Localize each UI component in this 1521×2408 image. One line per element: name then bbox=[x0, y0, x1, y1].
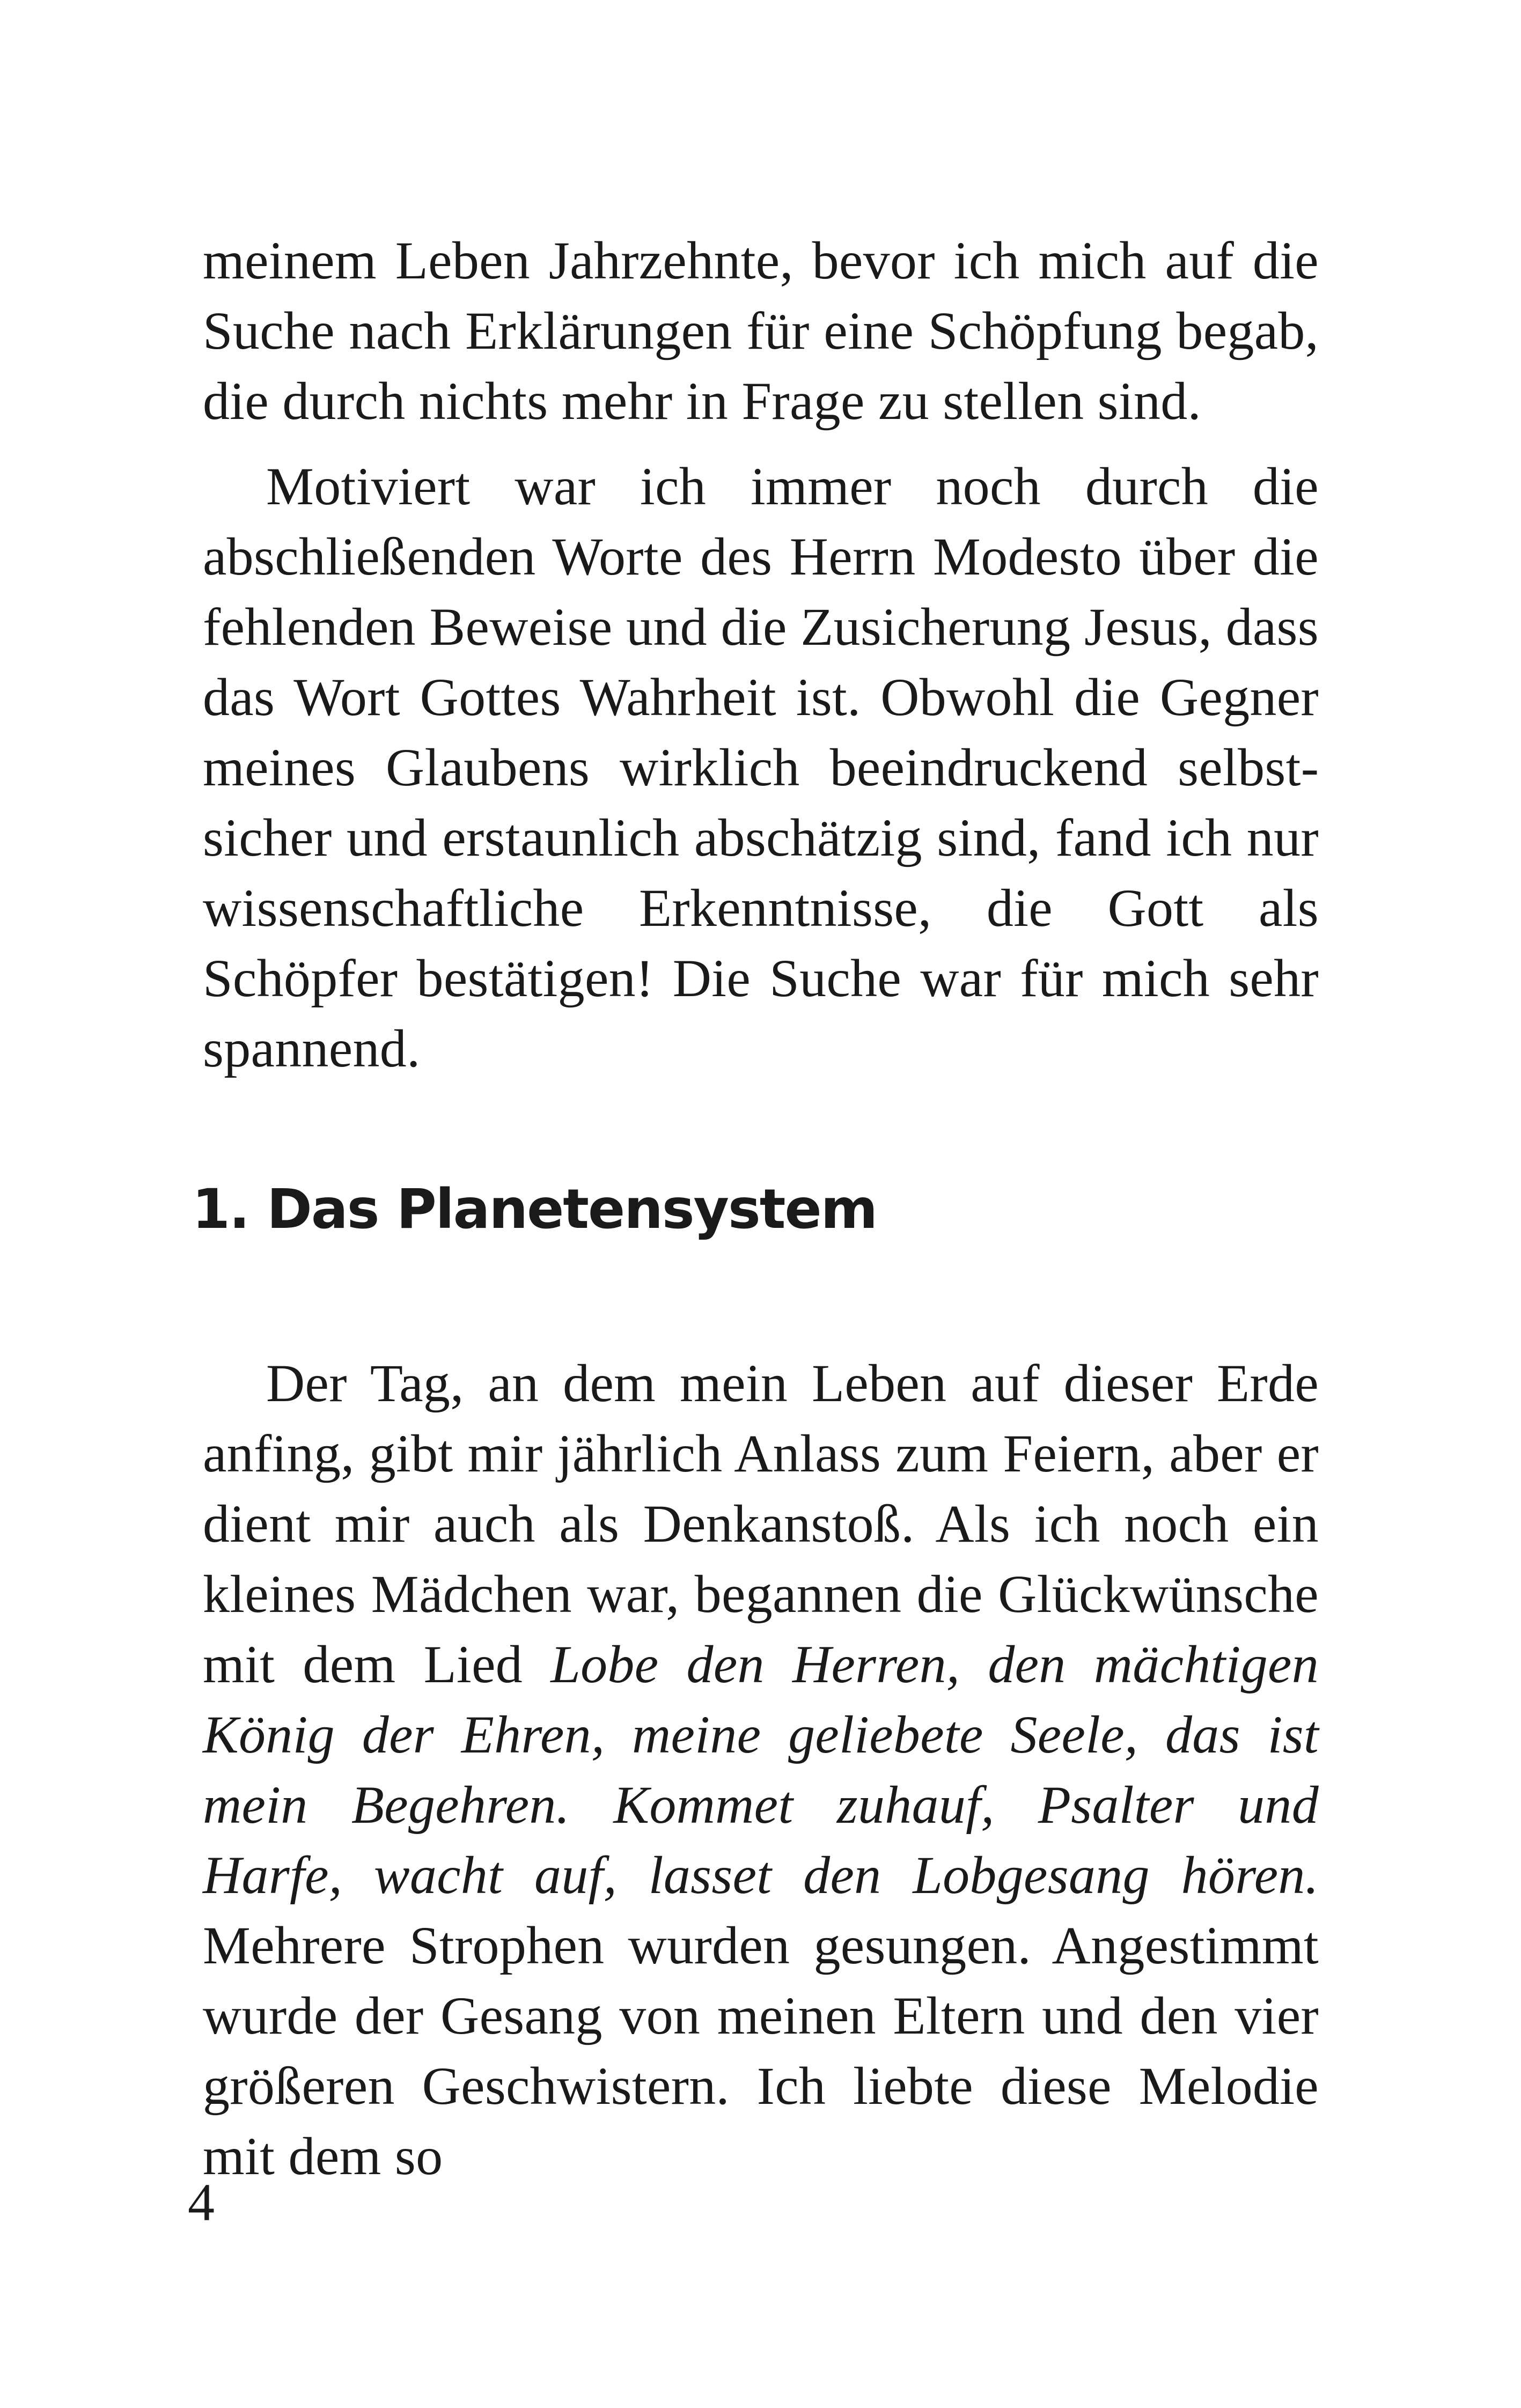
paragraph-der-tag bbox=[203, 1348, 1319, 2191]
paragraph-text-after-quote: Mehrere Strophen wurden gesungen. Angestimmt wurde der Gesang von meinen Eltern und den vier größeren Geschwistern. Ich liebte diese Melodie mit dem so bbox=[203, 1916, 1319, 2186]
text-block-chapter bbox=[203, 1348, 1319, 2191]
chapter-heading: 1. Das Planetensystem bbox=[192, 1177, 877, 1241]
paragraph-continuation: meinem Leben Jahrzehnte, bevor ich mich auf die Suche nach Erklärungen für eine Schöpfung begab, die durch nichts mehr in Frage zu stellen sind. bbox=[203, 231, 1319, 431]
paragraph-motiviert: Motiviert war ich immer noch durch die abschließenden Worte des Herrn Modesto über die fehlenden Beweise und die Zusicherung Jesus, dass das Wort Gottes Wahrheit ist. Obwohl die Gegner meines Glaubens wirklich beeindruckend selbstsicher und erstaunlich abschätzig sind, fand ich nur wissenschaftliche Erkenntnisse, die Gott als Schöpfer bestätigen! Die Suche war für mich sehr spannend. bbox=[203, 456, 1319, 1078]
paragraph-text-before-quote: Der Tag, an dem mein Leben auf dieser Erde anfing, gibt mir jährlich Anlass zum Feiern, aber er dient mir auch als Denkanstoß. Als ich noch ein kleines Mädchen war, begannen die Glückwünsche mit dem Lied bbox=[203, 1353, 1319, 1694]
song-quote-italic: Lobe den Herren, den mächtigen König der Ehren, meine geliebete Seele, das ist mein Begehren. Kommet zuhauf, Psalter und Harfe, wacht auf, lasset den Lobgesang hören. bbox=[203, 1634, 1319, 1905]
text-block-top bbox=[203, 225, 1319, 1084]
page-number: 4 bbox=[188, 2173, 215, 2232]
